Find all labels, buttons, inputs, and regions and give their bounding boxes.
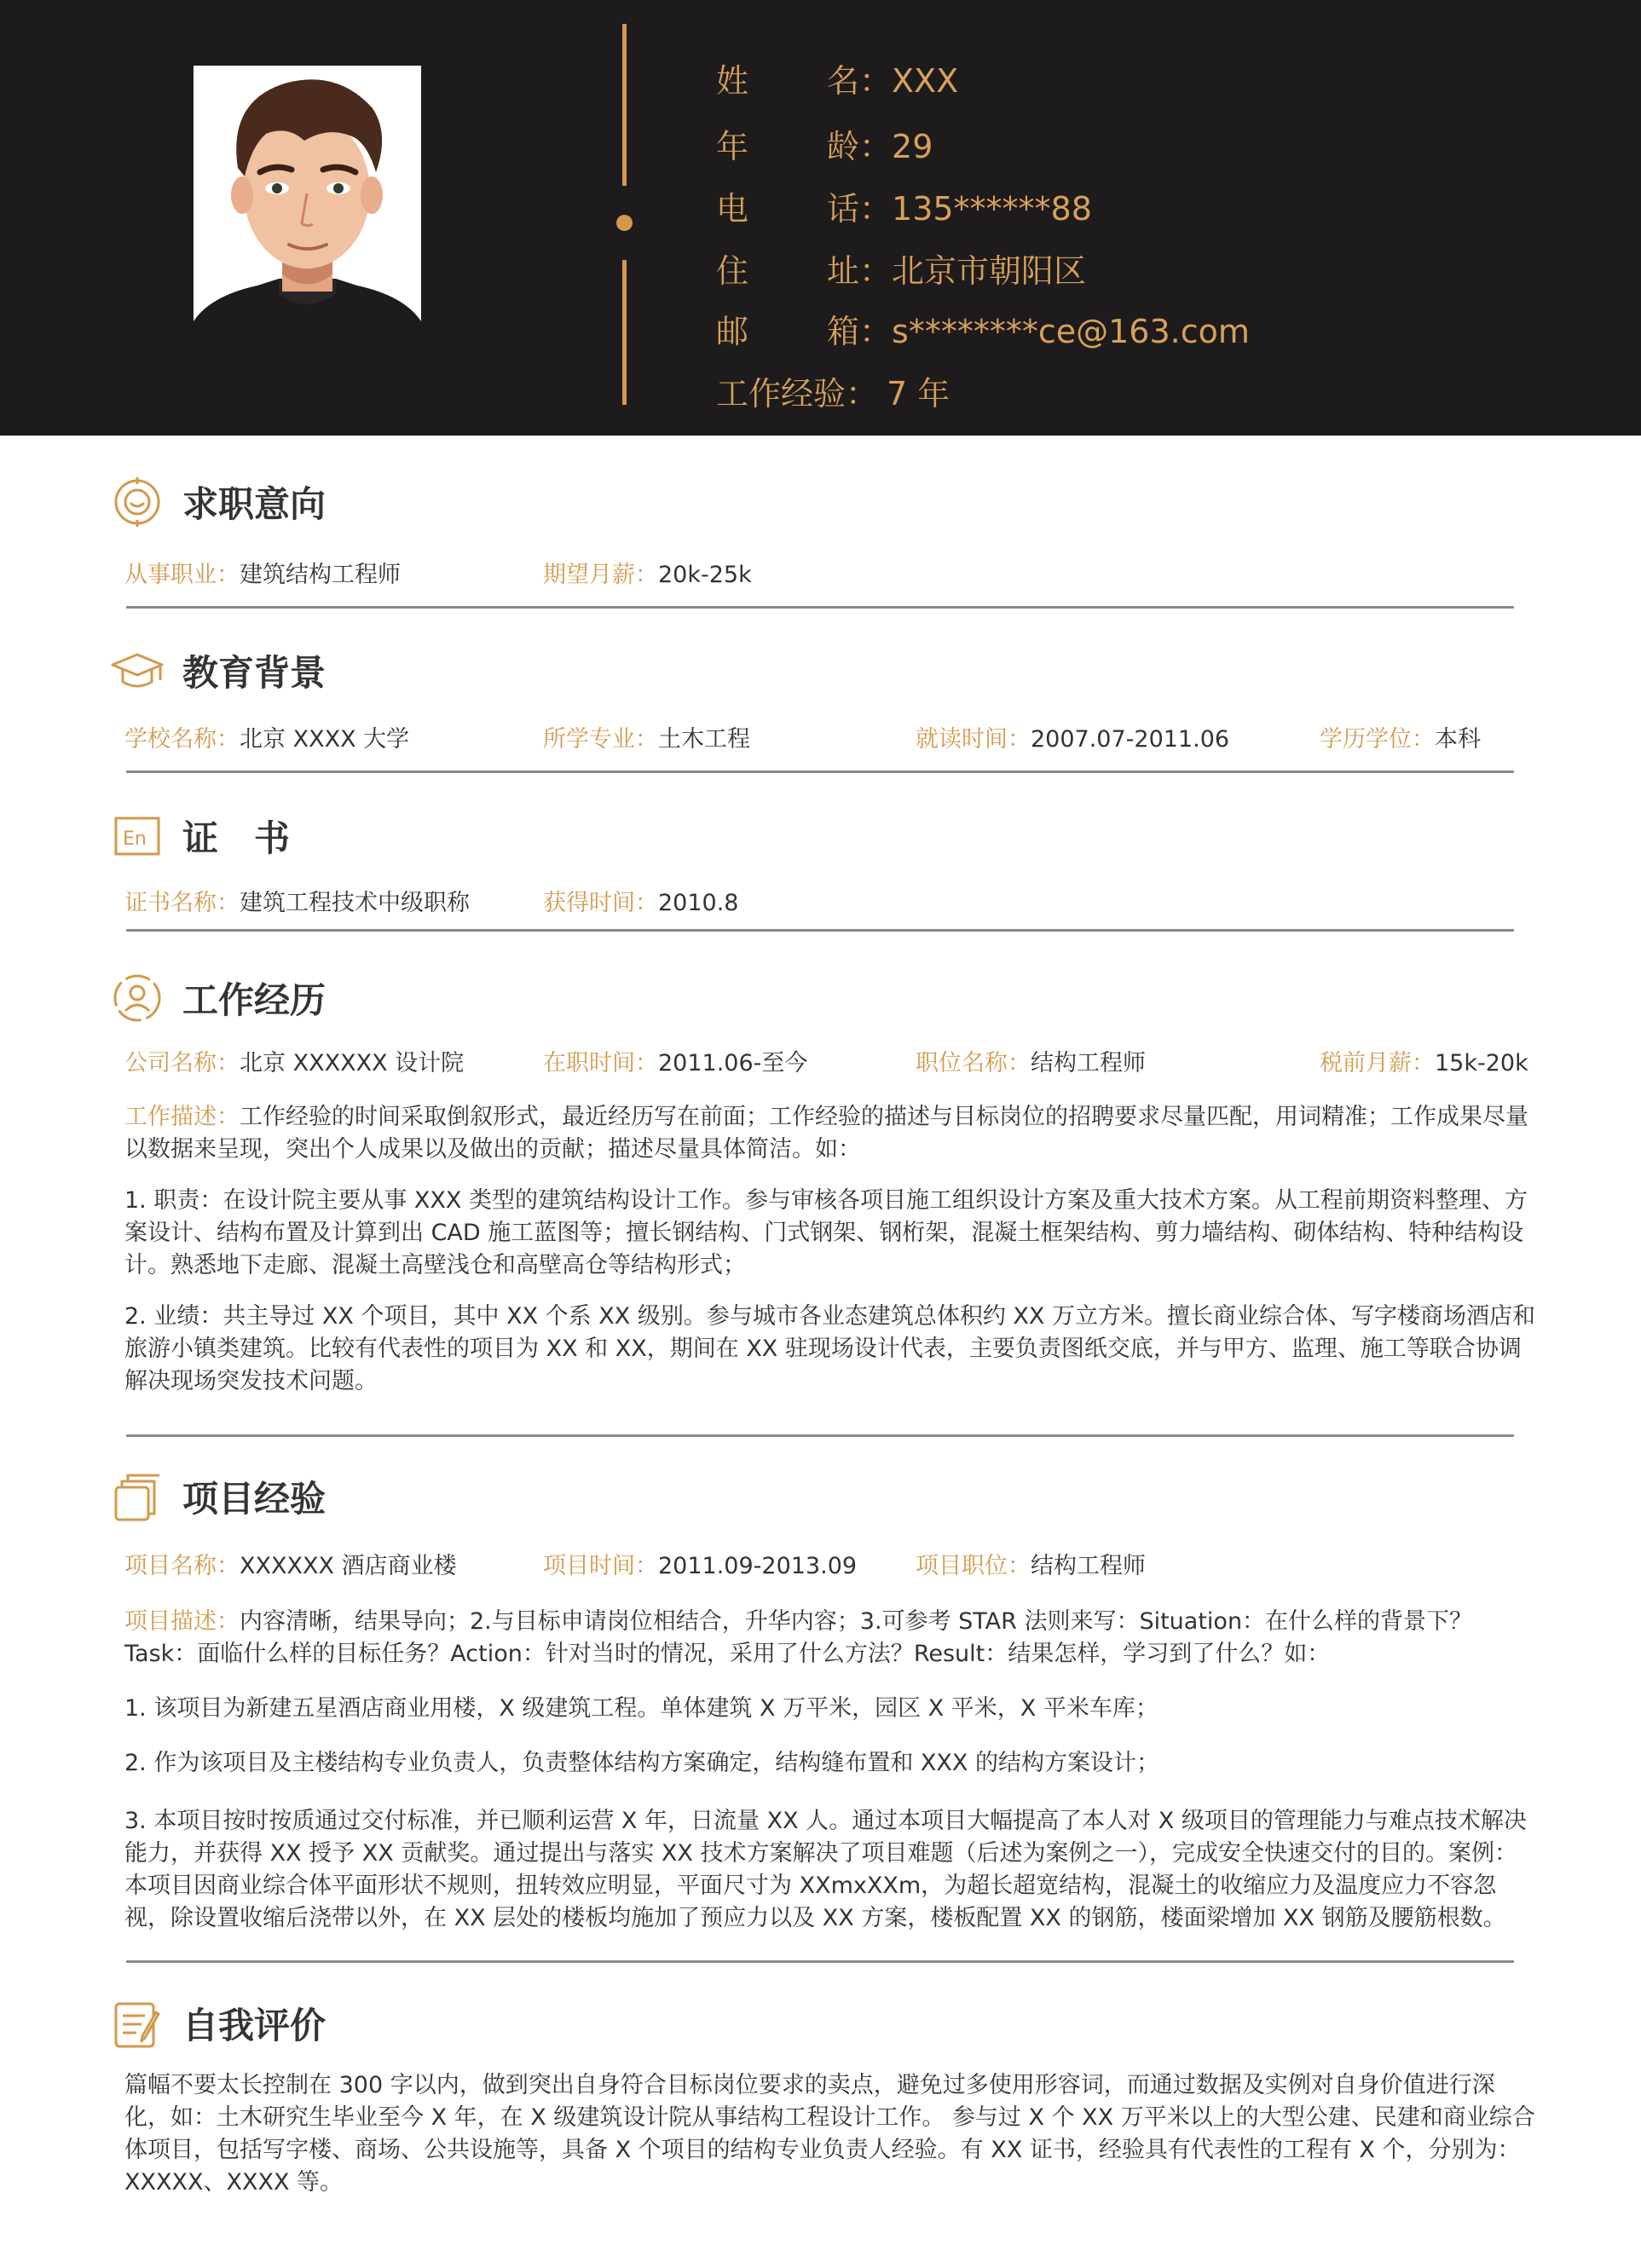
project-item-2: 2. 作为该项目及主楼结构专业负责人，负责整体结构方案确定，结构缝布置和 XXX 的结构方案设计； xyxy=(124,1750,1159,1776)
project-item-3: 3. 本项目按时按质通过交付标准，并已顺利运营 X 年，日流量 XX 人。通过本项目大幅提高了本人对 X 级项目的管理能力与难点技术解决能力，并获得 XX 授予 XX 贡献奖。通过提出与落实 XX 技术方案解决了项目难题（后述为案例之一），完成安全快速交付的目的。案例：本项目因商业综合体平面形状不规则，扭转效应明显，平面尺寸为 XXmxXXm，为超长超宽结构，混凝土的收缩应力及温度应力不容忽视，除设置收缩后浇带以外，在 XX 层处的楼板均施加了预应力以及 XX 方案，楼板配置 XX 的钢筋，楼面梁增加 XX 钢筋及腰筋根数。 xyxy=(124,1808,1527,1931)
divider xyxy=(126,770,1514,773)
project-item-1: 1. 该项目为新建五星酒店商业用楼，X 级建筑工程。单体建筑 X 万平米，园区 X 平米，X 平米车库； xyxy=(124,1695,1159,1722)
notepad-icon xyxy=(111,1997,164,2050)
divider xyxy=(126,929,1514,932)
section-title: 求职意向 xyxy=(182,483,326,525)
field-position: 职位名称：结构工程师 xyxy=(916,1050,1146,1076)
person-icon xyxy=(111,972,164,1024)
field-study-period: 就读时间：2007.07-2011.06 xyxy=(916,726,1230,753)
work-item-2: 2. 业绩：共主导过 XX 个项目，其中 XX 个系 XX 级别。参与城市各业态建筑总体积约 XX 万立方米。擅长商业综合体、写字楼商场酒店和旅游小镇类建筑。比较有代表性的项目为 XX 和 XX，期间在 XX 驻现场设计代表，主要负责图纸交底，并与甲方、监理、施工等联合协调解决现场突发技术问题。 xyxy=(124,1303,1535,1394)
divider xyxy=(126,1434,1514,1437)
avatar-illustration xyxy=(194,66,421,370)
field-pre-tax-salary: 税前月薪：15k-20k xyxy=(1320,1050,1528,1076)
field-project-name: 项目名称：XXXXXX 酒店商业楼 xyxy=(124,1553,457,1579)
info-experience: 工作经验： 7 年 xyxy=(716,375,951,413)
svg-text:En: En xyxy=(123,828,147,850)
field-company: 公司名称：北京 XXXXXX 设计院 xyxy=(124,1050,465,1076)
field-project-period: 项目时间：2011.09-2013.09 xyxy=(543,1553,858,1579)
profile-photo xyxy=(194,66,421,370)
self-evaluation-text: 篇幅不要太长控制在 300 字以内，做到突出自身符合目标岗位要求的卖点，避免过多使用形容词，而通过数据及实例对自身价值进行深化，如：土木研究生毕业至今 X 年，在 X 级建筑设计院从事结构工程设计工作。 参与过 X 个 XX 万平米以上的大型公建、民建和商业综合体项目，包括写字楼、商场、公共设施等，具备 X 个项目的结构专业负责人经验。有 XX 证书，经验具有代表性的工程有 X 个，分别为：XXXXX、XXXX 等。 xyxy=(124,2072,1535,2196)
project-description: 项目描述：内容清晰，结果导向；2.与目标申请岗位相结合，升华内容；3.可参考 STAR 法则来写：Situation：在什么样的背景下？Task：面临什么样的目标任务？Action：针对当时的情况，采用了什么方法？Result：结果怎样，学习到了什么？如： xyxy=(124,1608,1473,1667)
section-title: 工作经历 xyxy=(182,979,326,1021)
field-degree: 学历学位：本科 xyxy=(1320,726,1481,753)
info-name: 姓 名：XXX xyxy=(716,62,959,100)
stacked-cards-icon xyxy=(111,1470,164,1523)
work-item-1: 1. 职责：在设计院主要从事 XXX 类型的建筑结构设计工作。参与审核各项目施工组织设计方案及重大技术方案。从工程前期资料整理、方案设计、结构布置及计算到出 CAD 施工蓝图等；擅长钢结构、门式钢架、钢桁架，混凝土框架结构、剪力墙结构、砌体结构、特种结构设计。熟悉地下走廊、混凝土高壁浅仓和高壁高仓等结构形式； xyxy=(124,1187,1528,1278)
section-title: 证 书 xyxy=(182,817,291,859)
section-title: 自我评价 xyxy=(182,2005,326,2046)
target-icon xyxy=(111,476,164,528)
section-title: 项目经验 xyxy=(182,1478,326,1520)
timeline-line-top xyxy=(622,24,627,186)
certificate-icon xyxy=(111,810,164,863)
field-certificate-date: 获得时间：2010.8 xyxy=(543,890,739,916)
work-description: 工作描述：工作经验的时间采取倒叙形式，最近经历写在前面；工作经验的描述与目标岗位的招聘要求尽量匹配，用词精准；工作成果尽量以数据来呈现，突出个人成果以及做出的贡献；描述尽量具体简洁。如： xyxy=(124,1104,1528,1163)
field-project-role: 项目职位：结构工程师 xyxy=(916,1553,1146,1579)
info-age: 年 龄：29 xyxy=(716,128,933,165)
field-expected-salary: 期望月薪：20k-25k xyxy=(543,562,752,588)
info-address: 住 址：北京市朝阳区 xyxy=(716,252,1087,290)
field-major: 所学专业：土木工程 xyxy=(543,726,750,753)
timeline-line-bottom xyxy=(622,260,627,405)
field-certificate-name: 证书名称：建筑工程技术中级职称 xyxy=(124,890,470,916)
field-school: 学校名称：北京 XXXX 大学 xyxy=(124,726,410,753)
info-phone: 电 话：135******88 xyxy=(716,190,1092,228)
graduation-cap-icon xyxy=(111,644,164,697)
field-occupation: 从事职业：建筑结构工程师 xyxy=(124,562,401,588)
divider xyxy=(126,1960,1514,1963)
section-title: 教育背景 xyxy=(182,652,326,694)
timeline-dot xyxy=(616,215,633,231)
info-email: 邮 箱：s********ce@163.com xyxy=(716,313,1250,350)
divider xyxy=(126,606,1514,609)
field-work-period: 在职时间：2011.06-至今 xyxy=(543,1050,808,1076)
header-banner xyxy=(0,0,1641,436)
